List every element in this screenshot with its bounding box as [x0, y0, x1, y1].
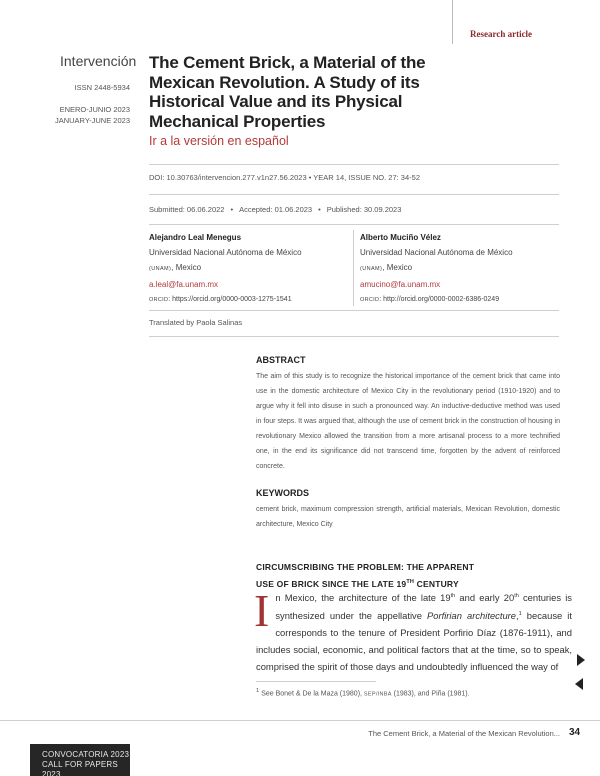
footnote-number: 1	[256, 688, 260, 694]
footnote-text: See Bonet & De la Maza (1980),	[259, 690, 364, 698]
footnote-divider	[256, 681, 376, 682]
author-orcid[interactable]	[149, 292, 349, 308]
text-run: ,	[516, 610, 519, 622]
affiliation-abbr: (UNAM)	[149, 266, 172, 272]
footnote-text: (1983), and Piña (1981).	[391, 690, 470, 698]
orcid-label: ORCID	[149, 297, 169, 303]
dates-es: ENERO-JUNIO 2023	[59, 105, 130, 114]
separator-dot: •	[230, 205, 234, 214]
footnote	[256, 688, 470, 697]
orcid-url: : http://orcid.org/0000-0002-6386-0249	[379, 296, 500, 303]
abstract-text: The aim of this study is to recognize the historical importance of the cement brick that came into use in the domestic architecture of Mexico City in the revolutionary period (1910-1920) and to argue why it fell into disuse in such a pronounced way. An inductive-deductive method was used in four steps. It was argued that, although the use of cement brick in the construction of housing in revolutionary Mexico allowed the transition from a more artisanal process to a more technified one, in the end its significance did not transcend time, forgotten by the advent of reinforced concrete.	[256, 373, 560, 470]
cfp-line1: CONVOCATORIA 2023	[42, 750, 130, 759]
author-country: , Mexico	[171, 263, 202, 272]
next-page-icon[interactable]	[577, 654, 585, 666]
header-divider	[452, 0, 453, 44]
abstract-heading: ABSTRACT	[256, 355, 306, 365]
section-tag: Research article	[470, 29, 533, 39]
author-orcid[interactable]	[360, 292, 560, 308]
orcid-url: : https://orcid.org/0000-0003-1275-1541	[168, 296, 292, 303]
author-affiliation-line2	[149, 260, 349, 277]
author-email[interactable]: a.leal@fa.unam.mx	[149, 280, 219, 289]
separator-dot: •	[318, 205, 321, 214]
footnote-abbr: SEP/INBA	[363, 691, 392, 698]
publication-dates	[149, 205, 401, 214]
divider	[149, 194, 559, 195]
author-divider	[353, 230, 354, 306]
divider	[149, 310, 559, 311]
divider	[149, 336, 559, 337]
author-1	[149, 230, 349, 308]
author-name: Alberto Muciño Vélez	[360, 233, 441, 242]
keywords-text: cement brick, maximum compression strength, artificial materials, Mexican Revolution, domestic architecture, Mexico City	[256, 506, 560, 528]
emphasis: Porfirian architecture	[427, 610, 517, 622]
published-date: Published: 30.09.2023	[326, 205, 402, 214]
spanish-version-link[interactable]: Ir a la versión en español	[149, 134, 289, 148]
heading-end: CENTURY	[414, 578, 459, 589]
cfp-line2: CALL FOR PAPERS 2023	[42, 760, 118, 776]
superscript: th	[514, 593, 519, 599]
keywords-heading: KEYWORDS	[256, 488, 310, 498]
footnote-ref[interactable]: 1	[518, 611, 522, 618]
heading-text: USE OF BRICK SINCE THE LATE 19	[256, 578, 407, 589]
author-name: Alejandro Leal Menegus	[149, 233, 242, 242]
journal-name: Intervención	[60, 53, 137, 69]
author-affiliation: Universidad Nacional Autónoma de México	[360, 248, 513, 257]
issn: ISSN 2448-5934	[74, 83, 130, 92]
footer-divider	[0, 720, 600, 721]
author-2	[360, 230, 560, 308]
author-affiliation-line2	[360, 260, 560, 277]
translator-credit: Translated by Paola Salinas	[149, 318, 243, 327]
orcid-label: ORCID	[360, 297, 380, 303]
author-country: , Mexico	[382, 263, 413, 272]
section-heading-line1: CIRCUMSCRIBING THE PROBLEM: THE APPARENT	[256, 562, 475, 572]
previous-page-icon[interactable]	[575, 678, 583, 690]
author-email[interactable]: amucino@fa.unam.mx	[360, 280, 441, 289]
doi-line: DOI: 10.30763/intervencion.277.v1n27.56.2023 • YEAR 14, ISSUE NO. 27: 34-52	[149, 173, 420, 182]
text-run: centuries is synthesized under the appellative	[275, 592, 572, 622]
drop-cap: I	[254, 585, 270, 636]
call-for-papers-box[interactable]	[30, 744, 130, 776]
divider	[149, 164, 559, 165]
article-title: The Cement Brick, a Material of the Mexican Revolution. A Study of its Historical Value and its Physical Mechanical Properties	[149, 53, 426, 131]
affiliation-abbr: (UNAM)	[360, 266, 383, 272]
superscript: th	[450, 593, 456, 599]
submitted-date: Submitted: 06.06.2022	[149, 205, 225, 214]
issue-dates	[20, 104, 130, 126]
page-number: 34	[569, 727, 581, 738]
author-affiliation: Universidad Nacional Autónoma de México	[149, 248, 302, 257]
accepted-date: Accepted: 01.06.2023	[239, 205, 313, 214]
text-run: n Mexico, the architecture of the late 19	[275, 592, 451, 604]
paragraph	[254, 585, 572, 675]
running-title: The Cement Brick, a Material of the Mexican Revolution...	[368, 729, 560, 738]
text-run: and early 20	[455, 592, 515, 604]
heading-sup: TH	[406, 579, 415, 585]
dates-en: JANUARY-JUNE 2023	[54, 116, 130, 125]
text-run: because it corresponds to the tenure of President Porfirio Díaz (1876-1911), and includes social, economic, and political factors that at the time, so to speak, comprised the spirit of those days and undoubtedly influenced the way of	[256, 610, 572, 673]
body-paragraph	[254, 585, 572, 675]
divider	[149, 224, 559, 225]
